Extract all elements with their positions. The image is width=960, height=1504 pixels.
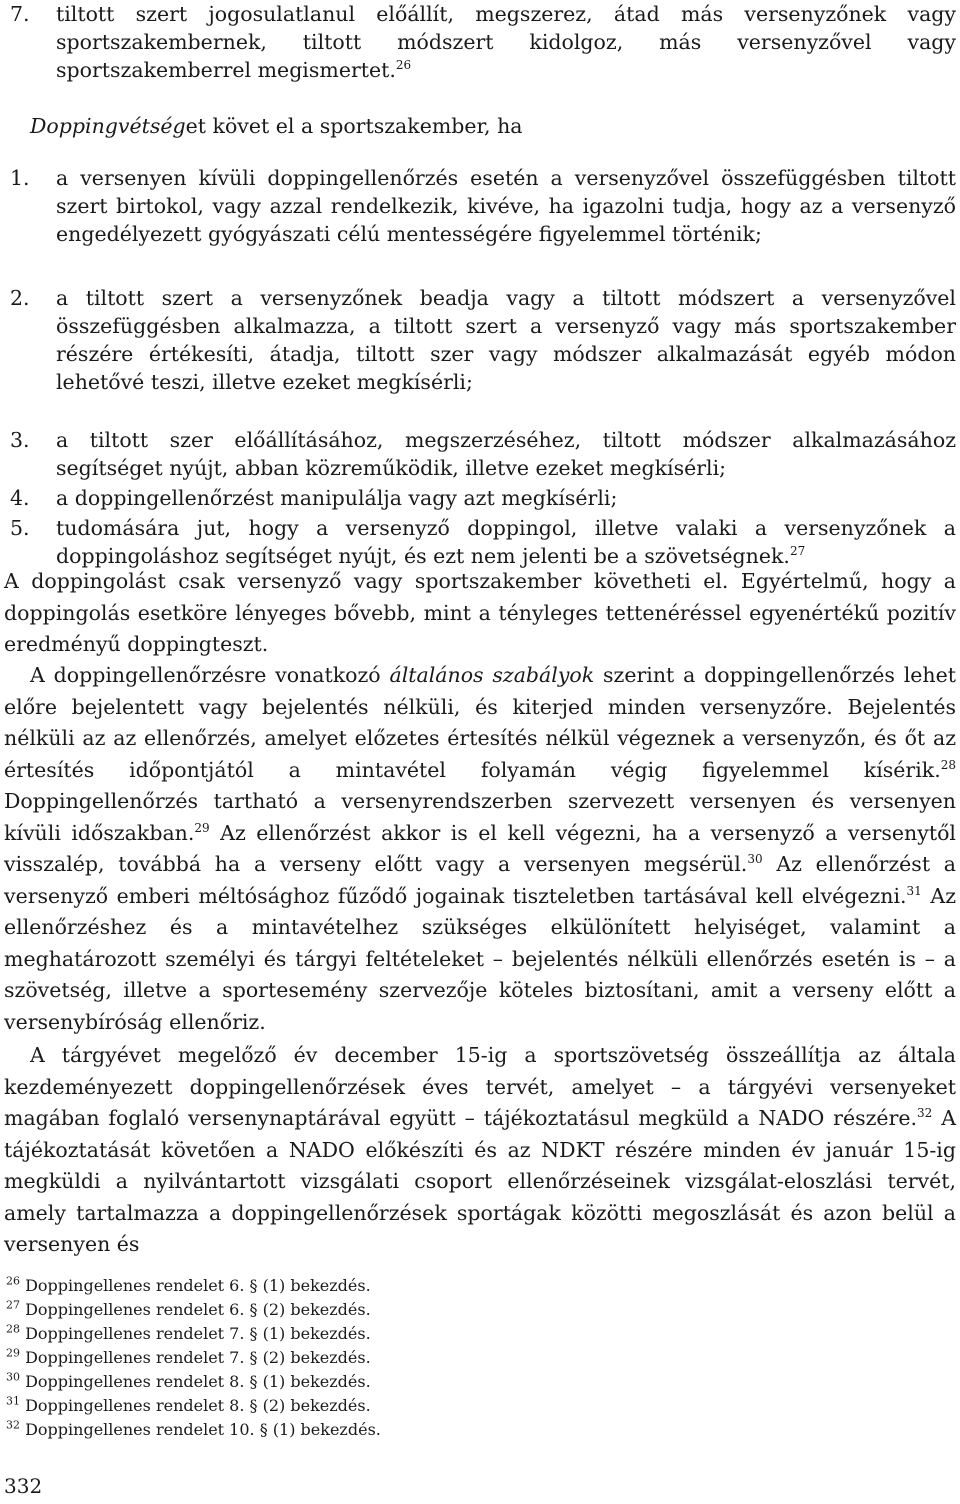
page-number: 332 xyxy=(4,1474,43,1498)
list-item-5 xyxy=(10,514,956,570)
list-item-body: tudomására jut, hogy a versenyző doppingol, illetve valaki a versenyzőnek a doppingoláshoz segítséget nyújt, és ezt nem jelenti be a szövetségnek. xyxy=(56,516,956,568)
footnote-text: Doppingellenes rendelet 7. § (2) bekezdés. xyxy=(25,1348,371,1367)
footnote-ref-28: 28 xyxy=(940,757,956,772)
footnote-ref-32: 32 xyxy=(917,1106,933,1121)
list-item-7 xyxy=(10,0,956,84)
footnote-text: Doppingellenes rendelet 10. § (1) bekezdés. xyxy=(25,1420,381,1439)
list-item-text xyxy=(10,514,956,570)
para2-text-f: Az ellenőrzéshez és a mintavételhez szükséges elkülönített helyiséget, valamint a meghatározott személyi és tárgyi feltételeket – bejelentés nélküli ellenőrzés esetén is – a szövetség, illetve a sportesemény szervezője köteles biztosítani, amit a verseny előtt a versenybíróság ellenőriz. xyxy=(4,883,956,1034)
list-item-3 xyxy=(10,426,956,482)
list-item-2 xyxy=(10,284,956,396)
list-item-body: tiltott szert jogosulatlanul előállít, megszerez, átad más versenyzőnek vagy sportszakembernek, tiltott módszert kidolgoz, más versenyzővel vagy sportszakemberrel megismertet. xyxy=(56,2,956,82)
intro-line xyxy=(30,112,956,140)
footnote-32 xyxy=(6,1419,381,1441)
paragraph-3 xyxy=(4,1040,956,1261)
para3-text-b: A tájékoztatását követően a NADO előkészíti és az NDKT részére minden év január 15-ig megküldi a nyilvántartott vizsgálati csoport ellenőrzéseinek vizsgálat-eloszlási tervét, amely tartalmazza a doppingellenőrzések sportágak közötti megoszlását és azon belül a versenyen és xyxy=(4,1106,956,1256)
list-item-number: 4. xyxy=(10,486,30,510)
footnote-number: 29 xyxy=(6,1346,20,1360)
footnote-30 xyxy=(6,1371,371,1393)
footnote-26 xyxy=(6,1275,371,1297)
list-item-number: 3. xyxy=(10,428,30,452)
list-item-1 xyxy=(10,164,956,248)
para2-text-a: A doppingellenőrzésre vonatkozó xyxy=(30,663,381,687)
footnote-number: 32 xyxy=(6,1418,20,1432)
paragraph-1: A doppingolást csak versenyző vagy sportszakember követheti el. Egyértelmű, hogy a doppingolás esetköre lényeges bővebb, mint a tényleges tettenéréssel egyenértékű pozitív eredményű doppingteszt. xyxy=(4,569,956,656)
para2-text-d: Az ellenőrzést akkor is el kell végezni, ha a versenyző a versenytől visszalép, továbbá ha a verseny előtt vagy a versenyen megsérül. xyxy=(4,820,956,876)
list-item-4 xyxy=(10,484,956,512)
footnote-text: Doppingellenes rendelet 6. § (2) bekezdés. xyxy=(25,1300,371,1319)
footnote-text: Doppingellenes rendelet 8. § (1) bekezdés. xyxy=(25,1372,371,1391)
paragraph-2 xyxy=(4,660,956,1038)
footnote-number: 27 xyxy=(6,1298,20,1312)
footnote-text: Doppingellenes rendelet 6. § (1) bekezdés. xyxy=(25,1276,371,1295)
footnote-number: 26 xyxy=(6,1274,20,1288)
para2-text-c: Doppingellenőrzés tartható a versenyrendszerben szervezett versenyen és versenyen kívüli időszakban. xyxy=(4,789,956,845)
list-item-text: a tiltott szer előállításához, megszerzéséhez, tiltott módszer alkalmazásához segítséget nyújt, abban közreműködik, illetve ezeket megkísérli; xyxy=(56,428,956,480)
list-item-text: a doppingellenőrzést manipulálja vagy azt megkísérli; xyxy=(56,486,618,510)
list-item-number: 2. xyxy=(10,286,30,310)
intro-italic: Doppingvétség xyxy=(30,114,186,138)
list-item-number: 1. xyxy=(10,166,30,190)
list-item-text: a versenyen kívüli doppingellenőrzés esetén a versenyzővel összefüggésben tiltott szert birtokol, vagy azzal rendelkezik, kivéve, ha igazolni tudja, hogy az a versenyző engedélyezett gyógyászati célú mentességére figyelemmel történik; xyxy=(56,166,956,246)
para3-text-a: A tárgyévet megelőző év december 15-ig a sportszövetség összeállítja az általa kezdeményezett doppingellenőrzések éves tervét, amelyet – a tárgyévi versenyeket magában foglaló versenynaptárával együtt – tájékoztatásul megküld a NADO részére. xyxy=(4,1043,956,1130)
footnote-number: 30 xyxy=(6,1370,20,1384)
footnote-ref-27: 27 xyxy=(789,544,806,559)
para2-text-e: Az ellenőrzést a versenyző emberi méltósághoz fűződő jogainak tiszteletben tartásával kell elvégezni. xyxy=(4,852,956,908)
footnote-number: 28 xyxy=(6,1322,20,1336)
footnote-number: 31 xyxy=(6,1394,20,1408)
footnote-ref-29: 29 xyxy=(194,820,210,835)
footnote-ref-30: 30 xyxy=(747,852,763,867)
footnote-text: Doppingellenes rendelet 7. § (1) bekezdés. xyxy=(25,1324,371,1343)
list-item-text xyxy=(10,0,956,84)
list-item-number: 7. xyxy=(10,2,30,26)
footnote-ref-31: 31 xyxy=(906,883,922,898)
footnote-31 xyxy=(6,1395,371,1417)
footnote-text: Doppingellenes rendelet 8. § (2) bekezdés. xyxy=(25,1396,371,1415)
para2-text-b: szerint a doppingellenőrzés lehet előre bejelentett vagy bejelentés nélküli, és kiterjed minden versenyzőre. Bejelentés nélküli az az ellenőrzés, amelyet előzetes értesítés nélkül végeznek a versenyzőn, és őt az értesítés időpontjától a mintavétel folyamán végig figyelemmel kísérik. xyxy=(4,663,956,782)
para2-italic: általános szabályok xyxy=(389,663,595,687)
list-item-number: 5. xyxy=(10,516,30,540)
footnote-29 xyxy=(6,1347,371,1369)
intro-rest: et követ el a sportszakember, ha xyxy=(185,114,523,138)
footnote-ref-26: 26 xyxy=(395,58,412,73)
list-item-text: a tiltott szert a versenyzőnek beadja vagy a tiltott módszert a versenyzővel összefüggésben alkalmazza, a tiltott szert a versenyző vagy más sportszakember részére értékesíti, átadja, tiltott szer vagy módszer alkalmazását egyéb módon lehetővé teszi, illetve ezeket megkísérli; xyxy=(56,286,956,394)
footnote-28 xyxy=(6,1323,371,1345)
footnote-27 xyxy=(6,1299,371,1321)
